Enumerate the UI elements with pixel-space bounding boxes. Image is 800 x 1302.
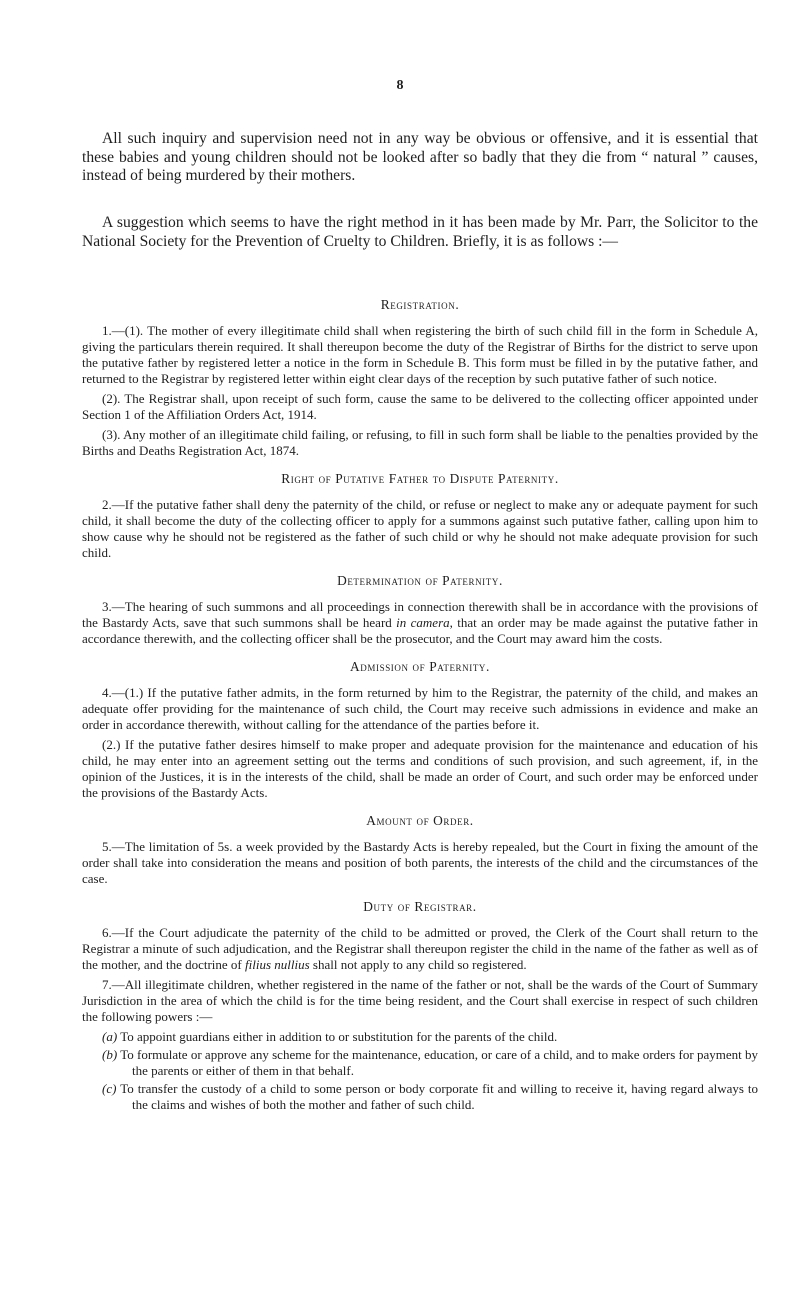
clause-text: 3.—The hearing of such summons and all proceedings in connection therewith shall be in accordance with the provisions of the Bastardy Acts, save that such summons shall be heard [82,599,758,630]
clause: (2.) If the putative father desires himself to make proper and adequate provision for the maintenance and education of his child, he may enter into an agreement setting out the terms and conditions of such provision, and such agreement, if, in the opinion of the Justices, it is in the interests of the child, shall be made an order of Court, and such order may be enforced under the provisions of the Bastardy Acts. [82,737,758,800]
clause: 5.—The limitation of 5s. a week provided by the Bastardy Acts is hereby repealed, but the Court in fixing the amount of the order shall take into consideration the means and position of both parents, the interests of the child and the circumstances of the case. [82,839,758,886]
clause-italic-text: in camera [396,615,450,630]
intro-paragraph-2: A suggestion which seems to have the right method in it has been made by Mr. Parr, the Solicitor to the National Society for the Prevention of Cruelty to Children. Briefly, it is as follows :— [82,214,758,250]
section-registration [82,297,758,459]
clause: 4.—(1.) If the putative father admits, in the form returned by him to the Registrar, the paternity of the child, and makes an adequate offer providing for the maintenance of such child, the Court may receive such admissions in evidence and make an order in accordance therewith, without calling for the attendance of the parties before it. [82,685,758,732]
clause: 7.—All illegitimate children, whether registered in the name of the father or not, shall be the wards of the Court of Summary Jurisdiction in the area of which the child is for the time being resident, and the Court shall exercise in respect of such children the following powers :— [82,977,758,1024]
section-duty [82,899,758,1113]
clause: 1.—(1). The mother of every illegitimate child shall when registering the birth of such child fill in the form in Schedule A, giving the particulars therein required. It shall thereupon become the duty of the Registrar of Births for the district to serve upon the putative father by registered letter a notice in the form in Schedule B. This form must be filled in by the putative father, and returned to the Registrar by registered letter within eight clear days of the reception by such putative father of such notice. [82,323,758,386]
list-item [82,1047,758,1079]
section-heading: Registration. [380,297,460,312]
clause: (3). Any mother of an illegitimate child failing, or refusing, to fill in such form shall be liable to the penalties provided by the Births and Deaths Registration Act, 1874. [82,427,758,458]
page-number: 8 [396,78,404,93]
section-determination [82,573,758,647]
list-marker: (c) [102,1081,117,1096]
clause-italic-text: filius nullius [245,957,310,972]
list-item-text: To transfer the custody of a child to some person or body corporate fit and willing to receive it, having regard always to the claims and wishes of both the mother and father of such child. [120,1081,759,1112]
section-heading: Amount of Order. [366,813,474,828]
list-item-text: To formulate or approve any scheme for the maintenance, education, or care of a child, and to make orders for payment by the parents or either of them in that behalf. [120,1047,759,1078]
intro-paragraph-1: All such inquiry and supervision need not in any way be obvious or offensive, and it is essential that these babies and young children should not be looked after so badly that they die from “ natural ” causes, instead of being murdered by their mothers. [82,130,758,185]
section-admission [82,659,758,801]
proposal-body [82,297,758,1125]
list-marker: (a) [102,1029,118,1044]
clause-text: 6.—If the Court adjudicate the paternity of the child to be admitted or proved, the Clerk of the Court shall return to the Registrar a minute of such adjudication, and the Registrar shall thereupon register the child in the name of the father as well as of the mother, and the doctrine of [82,925,758,972]
list-marker: (b) [102,1047,118,1062]
clause [82,599,758,647]
section-heading: Admission of Paternity. [350,659,490,674]
list-item-text: To appoint guardians either in addition to or substitution for the parents of the child. [120,1029,558,1044]
clause: 2.—If the putative father shall deny the paternity of the child, or refuse or neglect to make any or adequate payment for such child, it shall become the duty of the collecting officer to apply for a summons against such putative father, calling upon him to show cause why he should not be registered as the father of such child or why he should not make adequate provision for such child. [82,497,758,560]
section-heading: Determination of Paternity. [337,573,503,588]
list-item [82,1081,758,1113]
section-amount [82,813,758,887]
section-right-to-dispute [82,471,758,561]
section-heading: Right of Putative Father to Dispute Paternity. [281,471,559,486]
clause-text: , that an order may be made against the putative father in accordance therewith, and the collecting officer shall be the prosecutor, and the Court may award him the costs. [82,615,758,646]
clause: (2). The Registrar shall, upon receipt of such form, cause the same to be delivered to the collecting officer appointed under Section 1 of the Affiliation Orders Act, 1914. [82,391,758,422]
clause-text: shall not apply to any child so registered. [309,957,527,972]
section-heading: Duty of Registrar. [363,899,477,914]
list-item [82,1029,758,1045]
clause [82,925,758,973]
